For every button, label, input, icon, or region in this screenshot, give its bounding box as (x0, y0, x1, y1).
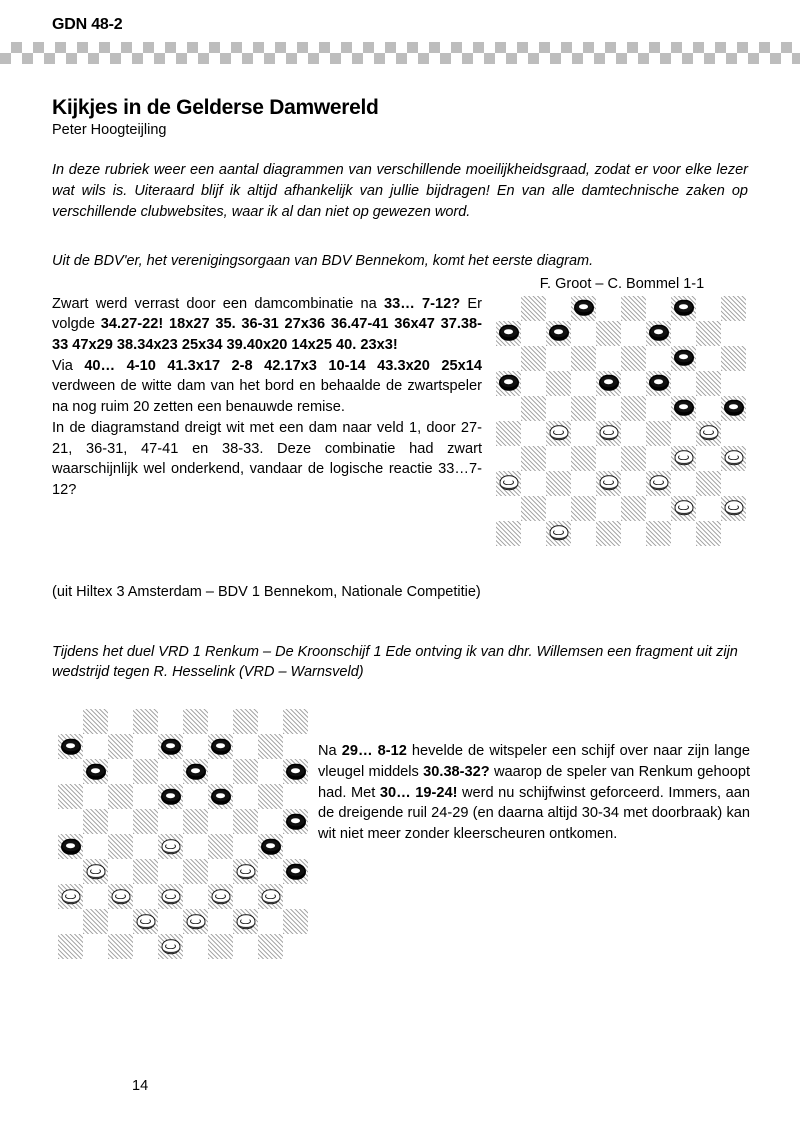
text-run: Er volgde (52, 295, 482, 333)
black-piece (724, 400, 743, 415)
board-square (496, 296, 521, 321)
move-notation: 29… 8-12 (341, 743, 407, 760)
board-square (546, 371, 571, 396)
board-square (108, 784, 133, 809)
board-square (83, 934, 108, 959)
board-square (521, 321, 546, 346)
board-square (521, 371, 546, 396)
white-piece (186, 914, 205, 929)
board-square (258, 734, 283, 759)
diagram-one-wrapper (496, 276, 748, 546)
board-square (133, 859, 158, 884)
board-square (58, 809, 83, 834)
black-piece (549, 325, 568, 340)
board-square (546, 496, 571, 521)
board-square (671, 346, 696, 371)
white-piece (86, 864, 105, 879)
board-square (258, 809, 283, 834)
black-piece (161, 789, 180, 804)
board-square (108, 734, 133, 759)
board-square (696, 446, 721, 471)
board-square (696, 471, 721, 496)
board-square (671, 446, 696, 471)
board-square (521, 496, 546, 521)
white-piece (549, 525, 568, 540)
board-square (571, 521, 596, 546)
board-square (208, 709, 233, 734)
board-square (671, 296, 696, 321)
board-square (696, 296, 721, 321)
black-piece (499, 375, 518, 390)
board-square (521, 446, 546, 471)
text-run: verdween de witte dam van het bord en behaalde de zwartspeler na nog ruim 20 zetten een benauwde remise. (52, 378, 482, 416)
board-square (546, 521, 571, 546)
board-square (133, 934, 158, 959)
black-piece (211, 789, 230, 804)
board-square (721, 421, 746, 446)
board-square (646, 396, 671, 421)
board-square (496, 446, 521, 471)
board-square (596, 396, 621, 421)
board-square (233, 809, 258, 834)
board-square (283, 934, 308, 959)
board-square (158, 909, 183, 934)
board-square (571, 296, 596, 321)
board-square (108, 759, 133, 784)
board-square (133, 709, 158, 734)
board-square (208, 734, 233, 759)
board-square (671, 521, 696, 546)
board-square (696, 421, 721, 446)
board-square (283, 859, 308, 884)
board-square (258, 934, 283, 959)
board-square (183, 859, 208, 884)
page-title: Kijkjes in de Gelderse Damwereld (52, 96, 379, 119)
board-square (158, 709, 183, 734)
white-piece (724, 500, 743, 515)
board-square (646, 321, 671, 346)
board-square (596, 346, 621, 371)
block-one-paragraph-3: In de diagramstand dreigt wit met een dam naar veld 1, door 27-21, 36-31, 47-41 en 38-33. Deze combinatie had zwart waarschijnlijk wel onderkend, vandaar de logische reactie 33…7-12? (52, 419, 482, 498)
move-notation: 30.38-32? (423, 763, 490, 780)
board-square (208, 934, 233, 959)
board-square (233, 934, 258, 959)
board-square (158, 759, 183, 784)
white-piece (236, 914, 255, 929)
black-piece (211, 739, 230, 754)
board-square (671, 396, 696, 421)
board-square (721, 371, 746, 396)
block-one-paragraph-2 (52, 356, 482, 418)
board-square (521, 346, 546, 371)
board-square (258, 834, 283, 859)
page-header (0, 0, 800, 64)
black-piece (286, 764, 305, 779)
issue-label: GDN 48-2 (52, 16, 123, 33)
board-square (646, 446, 671, 471)
board-square (233, 859, 258, 884)
black-piece (649, 325, 668, 340)
white-piece (674, 500, 693, 515)
board-square (133, 884, 158, 909)
board-square (208, 834, 233, 859)
board-square (671, 371, 696, 396)
board-square (258, 784, 283, 809)
board-square (721, 346, 746, 371)
black-piece (161, 739, 180, 754)
board-square (596, 296, 621, 321)
board-square (696, 371, 721, 396)
board-square (283, 809, 308, 834)
board-square (721, 446, 746, 471)
board-square (183, 834, 208, 859)
white-piece (111, 889, 130, 904)
board-square (621, 496, 646, 521)
board-square (496, 321, 521, 346)
board-square (58, 709, 83, 734)
board-square (58, 834, 83, 859)
board-square (208, 759, 233, 784)
board-square (571, 371, 596, 396)
board-square (233, 834, 258, 859)
board-square (621, 321, 646, 346)
board-square (58, 784, 83, 809)
board-square (133, 909, 158, 934)
move-notation: 30… 19-24! (379, 784, 458, 801)
board-square (283, 834, 308, 859)
board-square (646, 521, 671, 546)
board-square (208, 859, 233, 884)
board-square (258, 759, 283, 784)
white-piece (161, 839, 180, 854)
draughts-board-two (58, 709, 308, 959)
board-square (133, 759, 158, 784)
board-square (233, 784, 258, 809)
board-square (108, 859, 133, 884)
board-square (183, 809, 208, 834)
black-piece (286, 864, 305, 879)
board-square (571, 346, 596, 371)
board-square (571, 421, 596, 446)
black-piece (261, 839, 280, 854)
board-square (133, 834, 158, 859)
board-square (621, 371, 646, 396)
board-square (521, 471, 546, 496)
board-square (546, 296, 571, 321)
page-number: 14 (132, 1078, 149, 1094)
board-square (696, 321, 721, 346)
black-piece (674, 300, 693, 315)
board-square (108, 884, 133, 909)
white-piece (261, 889, 280, 904)
board-square (58, 859, 83, 884)
white-piece (649, 475, 668, 490)
board-square (671, 496, 696, 521)
board-square (596, 446, 621, 471)
board-square (108, 909, 133, 934)
text-run: Zwart werd verrast door een damcombinatie na (52, 295, 384, 312)
board-square (283, 784, 308, 809)
board-square (108, 834, 133, 859)
white-piece (161, 889, 180, 904)
board-square (496, 496, 521, 521)
board-square (233, 709, 258, 734)
board-square (521, 396, 546, 421)
board-square (208, 784, 233, 809)
board-square (596, 521, 621, 546)
board-square (596, 321, 621, 346)
black-piece (86, 764, 105, 779)
board-square (696, 521, 721, 546)
board-square (646, 346, 671, 371)
board-square (521, 296, 546, 321)
board-square (83, 909, 108, 934)
board-square (83, 734, 108, 759)
board-square (83, 809, 108, 834)
white-piece (61, 889, 80, 904)
text-run: hevelde de witspeler een schijf over naar zijn lange vleugel middels (318, 743, 751, 780)
board-square (571, 396, 596, 421)
board-square (258, 709, 283, 734)
white-piece (211, 889, 230, 904)
lead-paragraph-two: Tijdens het duel VRD 1 Renkum – De Kroonschijf 1 Ede ontving ik van dhr. Willemsen een fragment uit zijn wedstrijd tegen R. Hesselink (VRD – Warnsveld) (52, 643, 738, 681)
board-square (283, 734, 308, 759)
board-square (183, 934, 208, 959)
board-square (546, 396, 571, 421)
board-square (521, 521, 546, 546)
checkered-divider (0, 42, 800, 64)
board-square (721, 521, 746, 546)
board-square (158, 809, 183, 834)
board-square (158, 834, 183, 859)
board-square (546, 421, 571, 446)
white-piece (499, 475, 518, 490)
board-square (721, 296, 746, 321)
white-piece (161, 939, 180, 954)
board-square (158, 859, 183, 884)
diagram-one-source: (uit Hiltex 3 Amsterdam – BDV 1 Bennekom, Nationale Competitie) (52, 583, 481, 600)
board-square (83, 834, 108, 859)
board-square (696, 346, 721, 371)
board-square (158, 934, 183, 959)
board-square (596, 421, 621, 446)
board-square (621, 396, 646, 421)
black-piece (674, 400, 693, 415)
board-square (108, 709, 133, 734)
board-square (546, 446, 571, 471)
diagram-two-wrapper (58, 709, 310, 959)
black-piece (599, 375, 618, 390)
black-piece (286, 814, 305, 829)
board-square (646, 371, 671, 396)
text-run: werd nu schijfwinst geforceerd. Immers, aan de dreigende ruil 24-29 (en daarna altijd 30-34 met doorbraak) kan wit niet meer zonder kleerscheuren ontkomen. (318, 784, 751, 843)
text-run: waarop de speler van Renkum gehoopt had. Met (318, 763, 750, 801)
board-square (621, 446, 646, 471)
board-square (183, 784, 208, 809)
board-square (621, 471, 646, 496)
board-square (696, 396, 721, 421)
board-square (183, 909, 208, 934)
board-square (621, 296, 646, 321)
black-piece (186, 764, 205, 779)
white-piece (599, 475, 618, 490)
block-one-paragraph-1 (52, 294, 482, 356)
board-square (646, 296, 671, 321)
board-square (158, 884, 183, 909)
board-square (108, 934, 133, 959)
black-piece (61, 739, 80, 754)
board-square (233, 734, 258, 759)
board-square (58, 934, 83, 959)
board-square (158, 734, 183, 759)
article-content (52, 96, 751, 969)
lead-paragraph-one: Uit de BDV'er, het verenigingsorgaan van BDV Bennekom, komt het eerste diagram. (52, 252, 594, 269)
article-intro: In deze rubriek weer een aantal diagrammen van verschillende moeilijkheidsgraad, zodat er voor elke lezer wat wils is. Uiteraard blijf ik altijd afhankelijk van jullie bijdragen! En van alle damtechnische zaken op verschillende clubwebsites, waar ik al dan niet op gewezen word. (52, 162, 748, 220)
board-square (721, 396, 746, 421)
white-piece (699, 425, 718, 440)
board-square (621, 521, 646, 546)
board-square (183, 709, 208, 734)
board-square (133, 784, 158, 809)
board-square (183, 884, 208, 909)
board-square (258, 909, 283, 934)
board-square (496, 346, 521, 371)
board-square (571, 496, 596, 521)
board-square (546, 346, 571, 371)
board-square (83, 709, 108, 734)
board-square (283, 884, 308, 909)
board-square (496, 471, 521, 496)
board-square (258, 859, 283, 884)
move-notation: 40… 4-10 41.3x17 2-8 42.17x3 10-14 43.3x20 25x14 (84, 357, 482, 374)
board-square (721, 321, 746, 346)
board-square (83, 859, 108, 884)
board-square (208, 884, 233, 909)
draughts-board-one (496, 296, 746, 546)
board-square (646, 471, 671, 496)
black-piece (61, 839, 80, 854)
white-piece (136, 914, 155, 929)
board-square (83, 784, 108, 809)
board-square (58, 884, 83, 909)
section-diagram-one (52, 275, 748, 564)
black-piece (499, 325, 518, 340)
board-square (646, 421, 671, 446)
board-square (571, 321, 596, 346)
board-square (58, 909, 83, 934)
board-square (621, 421, 646, 446)
board-square (521, 421, 546, 446)
board-square (83, 884, 108, 909)
section-diagram-two (52, 709, 751, 969)
move-notation: 33… 7-12? (384, 295, 461, 312)
black-piece (649, 375, 668, 390)
board-square (58, 759, 83, 784)
board-square (671, 321, 696, 346)
board-square (496, 396, 521, 421)
block-two-paragraph-1 (318, 741, 750, 845)
board-square (671, 471, 696, 496)
board-square (208, 809, 233, 834)
block-two-text (318, 741, 750, 845)
board-square (596, 371, 621, 396)
white-piece (236, 864, 255, 879)
text-run: Via (52, 357, 85, 374)
white-piece (549, 425, 568, 440)
white-piece (599, 425, 618, 440)
diagram-one-caption: F. Groot – C. Bommel 1-1 (539, 275, 705, 292)
block-one-text (52, 294, 482, 501)
article-author: Peter Hoogteijling (52, 122, 167, 138)
black-piece (674, 350, 693, 365)
board-square (571, 471, 596, 496)
board-square (646, 496, 671, 521)
board-square (546, 471, 571, 496)
board-square (283, 759, 308, 784)
board-square (696, 496, 721, 521)
white-piece (674, 450, 693, 465)
board-square (158, 784, 183, 809)
black-piece (574, 300, 593, 315)
board-square (596, 471, 621, 496)
board-square (108, 809, 133, 834)
board-square (283, 709, 308, 734)
board-square (208, 909, 233, 934)
board-square (183, 759, 208, 784)
board-square (596, 496, 621, 521)
board-square (496, 521, 521, 546)
board-square (496, 421, 521, 446)
board-square (671, 421, 696, 446)
move-notation: 34.27-22! 18x27 35. 36-31 27x36 36.47-41 36x47 37.38-33 47x29 38.34x23 25x34 39.40x20 14x25 40. 23x3! (52, 316, 482, 353)
board-square (58, 734, 83, 759)
board-square (621, 346, 646, 371)
board-square (233, 759, 258, 784)
board-square (233, 884, 258, 909)
board-square (546, 321, 571, 346)
board-square (496, 371, 521, 396)
board-square (721, 471, 746, 496)
board-square (258, 884, 283, 909)
board-square (721, 496, 746, 521)
white-piece (724, 450, 743, 465)
text-run: Na (318, 743, 342, 760)
board-square (133, 809, 158, 834)
board-square (571, 446, 596, 471)
board-square (233, 909, 258, 934)
board-square (83, 759, 108, 784)
board-square (133, 734, 158, 759)
board-square (183, 734, 208, 759)
board-square (283, 909, 308, 934)
